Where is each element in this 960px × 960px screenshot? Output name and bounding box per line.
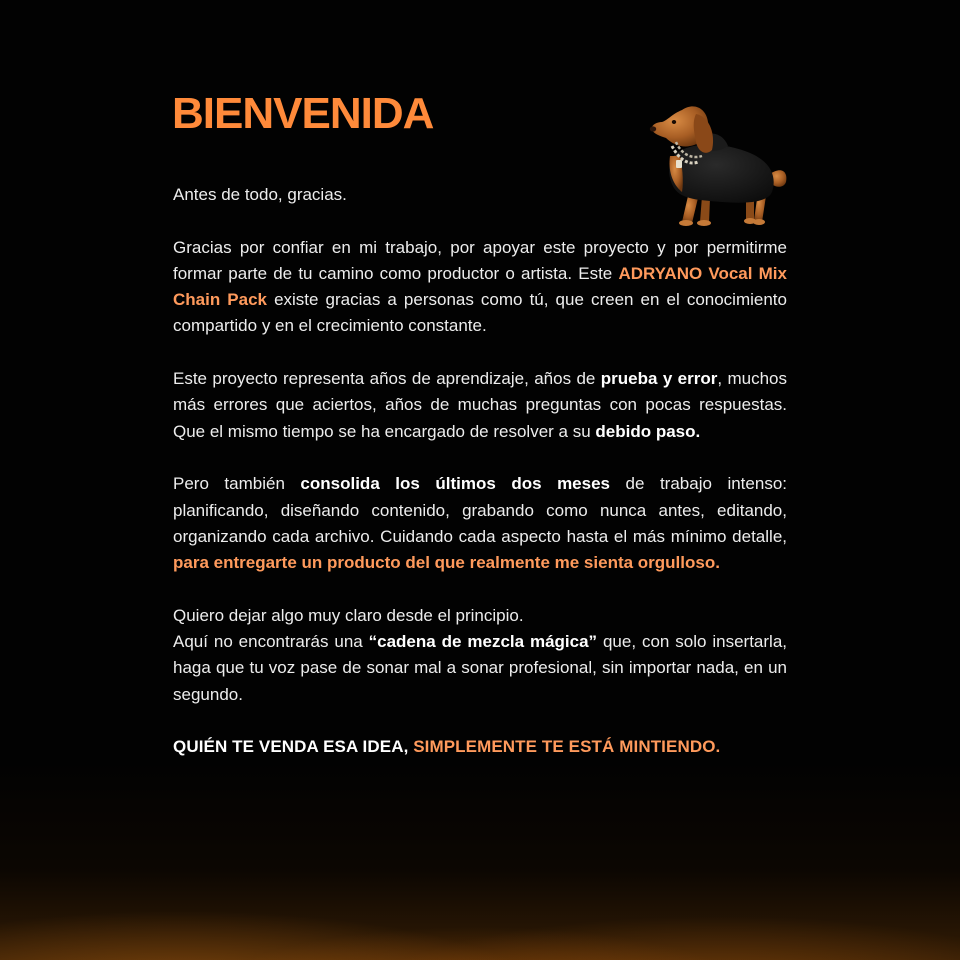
paragraph-project	[173, 366, 787, 445]
closing-bold-segment: QUIÉN TE VENDA ESA IDEA,	[173, 737, 414, 757]
highlight-segment: para entregarte un producto del que realmente me sienta orgulloso.	[173, 553, 720, 573]
text-segment: Aquí no encontrarás una	[173, 632, 369, 652]
bottom-orange-glow	[0, 760, 960, 960]
paragraph-thanks: Antes de todo, gracias.	[173, 185, 347, 204]
text-segment: , muchos más errores que aciertos, años de muchas preguntas con pocas respuestas. Que el mismo tiempo se ha encargado de resolver a su	[173, 369, 787, 441]
page-title: BIENVENIDA	[172, 89, 434, 138]
text-segment: de trabajo intenso: planificando, diseñando contenido, grabando como nunca antes, editando, organizando cada archivo. Cuidando cada aspecto hasta el más mínimo detalle,	[173, 474, 787, 546]
welcome-letter	[173, 182, 787, 787]
bold-segment: debido paso.	[595, 421, 701, 441]
text-segment: Gracias por confiar en mi trabajo, por apoyar este proyecto y por permitirme formar parte de tu camino como productor o artista. Este	[173, 237, 787, 283]
paragraph-work	[173, 471, 787, 576]
text-segment: Este proyecto representa años de aprendizaje, años de	[173, 369, 601, 389]
bold-segment: “cadena de mezcla mágica”	[368, 632, 598, 652]
paragraph-no-magic	[173, 629, 787, 708]
closing-highlight-segment: SIMPLEMENTE TE ESTÁ MINTIENDO.	[413, 737, 721, 757]
closing-statement	[173, 734, 787, 760]
bold-segment: consolida los últimos dos meses	[300, 474, 611, 494]
text-segment: Pero también	[173, 474, 301, 494]
product-name-highlight: ADRYANO Vocal Mix Chain Pack	[173, 263, 787, 310]
text-segment: existe gracias a personas como tú, que creen en el conocimiento compartido y en el crecimiento constante.	[173, 290, 787, 336]
text-segment: que, con solo insertarla, haga que tu voz pase de sonar mal a sonar profesional, sin importar nada, en un segundo.	[173, 632, 787, 704]
bold-segment: prueba y error	[600, 369, 718, 389]
paragraph-clarity: Quiero dejar algo muy claro desde el principio.	[173, 605, 524, 625]
paragraph-gratitude	[173, 235, 787, 340]
